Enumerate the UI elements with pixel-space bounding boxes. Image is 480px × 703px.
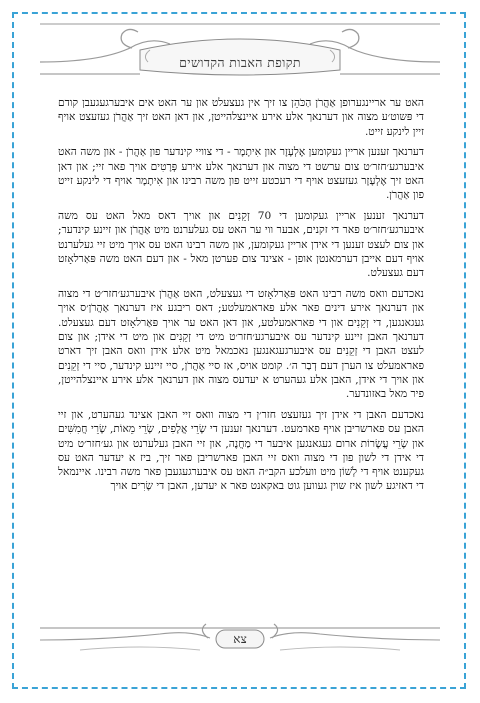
- header-title: תקופת האבות הקדושים: [179, 55, 301, 70]
- paragraph: דערנאך זענען אריין געקומען די 70 זְקֵנִים און אויך דאס מאל האט עס משה איבערגע׳חזר׳ט פאר די זקנים, אבער ווי ער האט עס געלערנט מיט אַהֲרֹן און זיינע קינדער; און צום לעצט זענען די אידן אריין געקומען, און משה רבינו האט עס אויך מיט זיי געלערנט אויף דעם אייבן דערמאנטן אופן - אצינד צום פערטן מאל - און דעם האט משה פּאַרלאָזט דעם געצעלט.: [58, 210, 424, 280]
- paragraph: האט ער אריינגערופן אַהֲרֹן הַכֹּהֵן צו זיך אין געצעלט און ער האט אים איבערגעגעבן קודם די פּשוט׳ע מצוה און דערנאך אלע אירע איינצלהייטן, און דאן האט זיך אַהֲרֹן געזעצט אויף זיין לינקע זייט.: [58, 97, 424, 138]
- page-number: צא: [233, 632, 247, 646]
- paragraph: נאכדעם וואס משה רבינו האט פּאַרלאָזט די געצעלט, האט אַהֲרֹן איבערגע׳חזר׳ט די מצוה און דערנאך אירע דינים פאר אלע פאראמעלטע; דאס ריבגע איז דערנאך אַהֲרֹן׳ס אויך געגאנגען, די זְקֵנִים און די פאראמעלטע, און דאן האט ער אויך פּאַרלאָזט דעם געצעלט. דערנאך האבן זיינע קינדער עס איבערגע׳חזר׳ט מיט די זְקֵנִים און מיט די אידן; און צום לעצט האבן די זְקֵנִים עס איבערגעגאנגען נאכמאל מיט אלע אידן וואס האבן זיך דארט פאראמעלט צו הערן דעם דְבַר ה׳. קומט אויס, אז סיי אַהֲרֹן, סיי זיינע קינדער, סיי די זְקֵנִים און אויך די אידן, האבן אלע געהערט א יעדעס מצוה און דערנאך אלע אירע איינצלהייטן, פיר מאל באזונדער.: [58, 288, 424, 401]
- paragraph: דערנאך זענען אריין געקומען אֶלְעָזָר און אִיתָמָר - די צוויי קינדער פון אַהֲרֹן - און משה האט איבערגע׳חזר׳ט צום ערשט די מצוה און דערנאך אלע אירע פְּרָטִים אויך פאר זיי; און דאן האט זיך אֶלְעָזָר געזעצט אויף די רעכטע זייט פון משה רבינו און אִיתָמָר אויף די לינקע זייט פון אַהֲרֹן.: [58, 146, 424, 202]
- paragraph: נאכדעם האבן די אידן זיך געזעצט חזר׳ן די מצוה וואס זיי האבן אצינד געהערט, און זיי האבן עס פארשריבן אויף פארמעט. דערנאך זענען די שָׂרֵי אֲלָפִים, שָׂרֵי מֵאוֹת, שָׂרֵי חֲמִשִּׁים און שָׂרֵי עֲשָׂרוֹת ארום געגאנגען איבער די מַחֲנֶה, און זיי האבן געלערנט און גע׳חזר׳ט מיט די אידן די לשון פון די מצוה וואס זיי האבן פארשריבן פאר זיך, ביז א יעדער האט עס געקענט אויף די לְשׁוֹן מיט וועלכע הקב״ה האט עס איבערגעגעבן פאר משה רבינו. איינמאל די דאזיגע לשון איז שוין געווען גוט באקאנט פאר א יעדען, האבן די שָׂרִים אויך: [58, 408, 424, 493]
- page-body: [58, 96, 424, 500]
